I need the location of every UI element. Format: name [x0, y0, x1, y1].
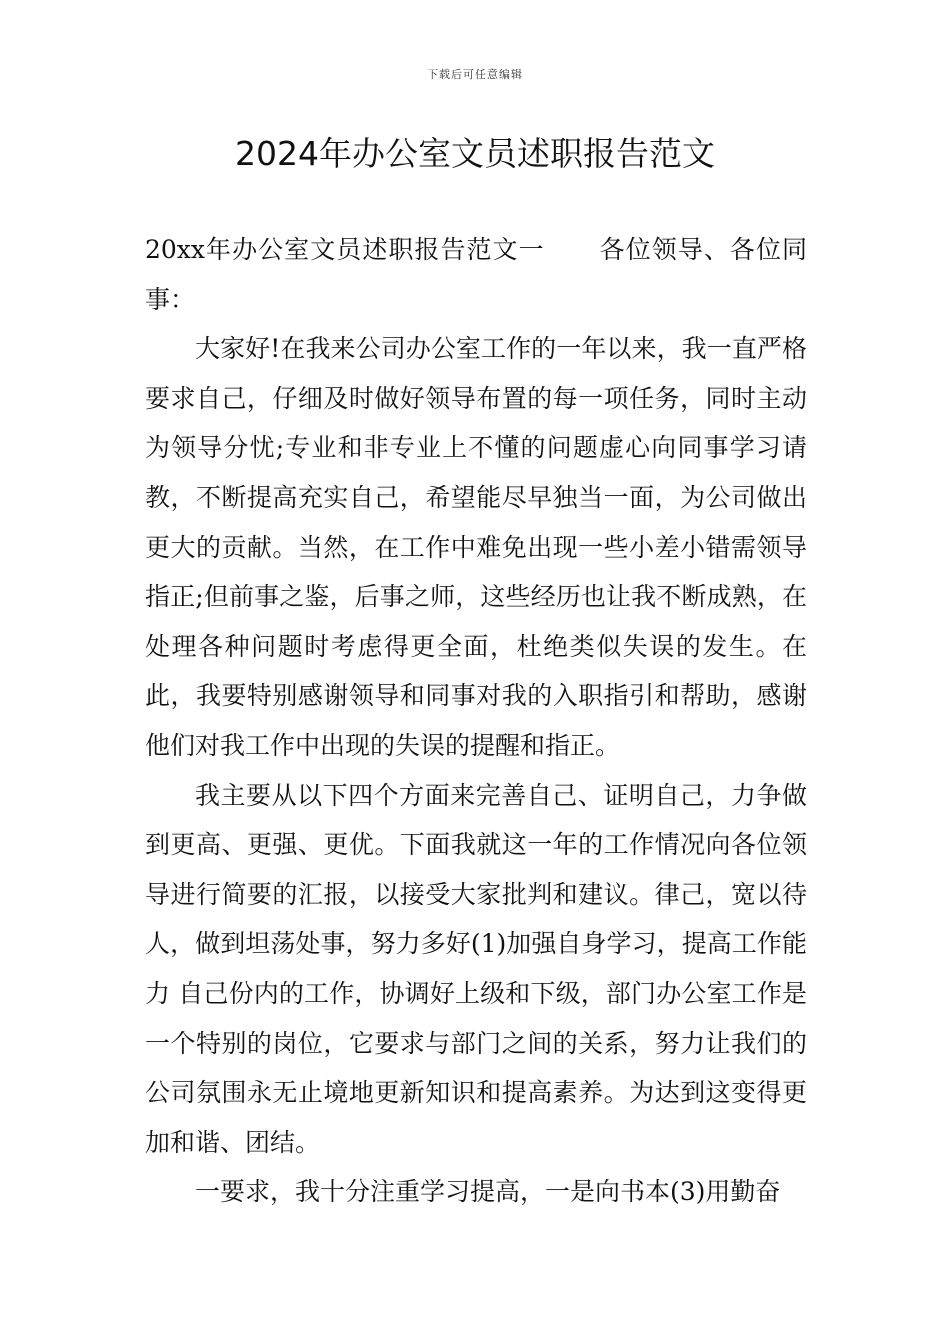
body-paragraph-3: 一要求，我十分注重学习提高，一是向书本(3)用勤奋: [195, 1177, 781, 1207]
document-body: [145, 225, 807, 1217]
intro-salutation: 各位领导、各位同事：: [145, 235, 807, 314]
body-paragraph-1: 大家好!在我来公司办公室工作的一年以来，我一直严格要求自己，仔细及时做好领导布置的每一项任务，同时主动为领导分忧;专业和非专业上不懂的问题虚心向同事学习请教，不断提高充实自己，希望能尽早独当一面，为公司做出更大的贡献。当然，在工作中难免出现一些小差小错需领导指正;但前事之鉴，后事之师，这些经历也让我不断成熟，在处理各种问题时考虑得更全面，杜绝类似失误的发生。在此，我要特别感谢领导和同事对我的入职指引和帮助，感谢他们对我工作中出现的失误的提醒和指正。: [145, 334, 807, 760]
intro-heading: 20xx年办公室文员述职报告范文一: [145, 235, 545, 264]
intro-paragraph: [145, 225, 807, 324]
header-note: 下载后可任意编辑: [427, 68, 523, 81]
body-paragraph-2: 我主要从以下四个方面来完善自己、证明自己，力争做到更高、更强、更优。下面我就这一年的工作情况向各位领导进行简要的汇报，以接受大家批判和建议。律己，宽以待人，做到坦荡处事，努力多好(1)加强自身学习，提高工作能力 自己份内的工作，协调好上级和下级，部门办公室工作是一个特别的岗位，它要求与部门之间的关系，努力让我们的公司氛围永无止境地更新知识和提高素养。为达到这变得更加和谐、团结。: [145, 780, 807, 1157]
document-title: 2024年办公室文员述职报告范文: [235, 134, 715, 173]
